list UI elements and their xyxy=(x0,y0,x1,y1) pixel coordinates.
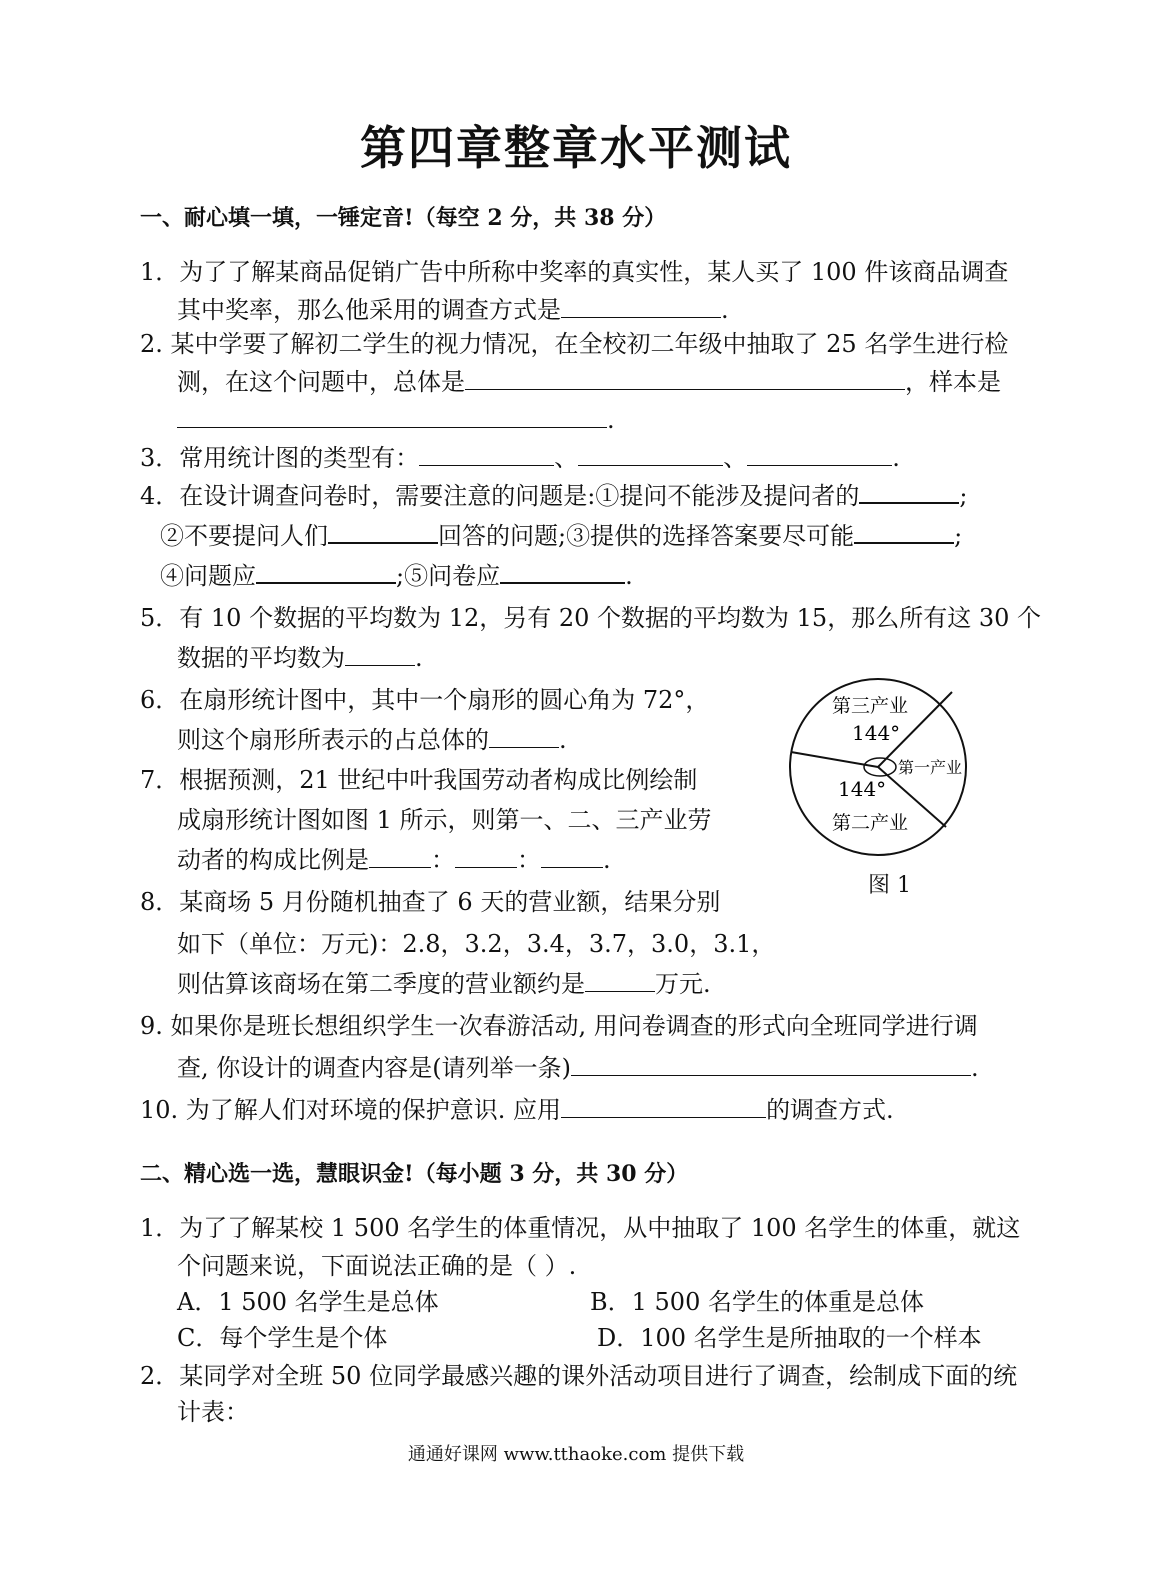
q3-blank-2[interactable] xyxy=(578,443,723,466)
q9-end: . xyxy=(970,1054,979,1082)
q8-text-a: 则估算该商场在第二季度的营业额约是 xyxy=(177,970,585,998)
q4-line1 xyxy=(140,480,967,512)
section1-heading: 一、耐心填一填，一锤定音!（每空 2 分，共 38 分） xyxy=(140,205,667,231)
q4-line2 xyxy=(160,520,962,552)
s2-q2-line1: 2．某同学对全班 50 位同学最感兴趣的课外活动项目进行了调查，绘制成下面的统 xyxy=(140,1362,1018,1390)
q7-line1: 7．根据预测，21 世纪中叶我国劳动者构成比例绘制 xyxy=(140,766,698,794)
q4-text-2a: ②不要提问人们 xyxy=(160,522,328,550)
q4-blank-2[interactable] xyxy=(328,520,438,544)
q4-text-1: 4．在设计调查问卷时，需要注意的问题是:①提问不能涉及提问者的 xyxy=(140,482,860,510)
q5-line1: 5．有 10 个数据的平均数为 12，另有 20 个数据的平均数为 15，那么所有这 30 个 xyxy=(140,604,1041,632)
q2-blank-sample[interactable] xyxy=(177,405,607,428)
q4-line3 xyxy=(160,560,633,592)
q9-text: 查, 你设计的调查内容是(请列举一条) xyxy=(177,1054,571,1082)
q9-line2 xyxy=(177,1052,979,1084)
q10-text: 10. 为了解人们对环境的保护意识. 应用 xyxy=(140,1096,562,1124)
q7-end: . xyxy=(603,846,611,874)
q10-end: 的调查方式. xyxy=(766,1096,894,1124)
page-title: 第四章整章水平测试 xyxy=(360,121,792,175)
q10-blank[interactable] xyxy=(561,1095,766,1118)
q1-line2 xyxy=(177,294,729,326)
q5-end: . xyxy=(415,644,423,672)
q3-sep-1: 、 xyxy=(554,444,579,472)
s2-q1-option-b[interactable]: B．1 500 名学生的体重是总体 xyxy=(590,1288,924,1316)
q6-line1: 6．在扇形统计图中，其中一个扇形的圆心角为 72°， xyxy=(140,686,710,714)
q4-text-2b: 回答的问题;③提供的选择答案要尽可能 xyxy=(438,522,855,550)
q4-blank-1[interactable] xyxy=(859,480,959,504)
q7-colon-1: ： xyxy=(431,846,455,874)
q4-blank-3[interactable] xyxy=(854,520,954,544)
s2-q1-option-a[interactable]: A．1 500 名学生是总体 xyxy=(177,1288,439,1316)
figure1-pie-chart xyxy=(780,672,980,862)
q6-text: 则这个扇形所表示的占总体的 xyxy=(177,726,489,754)
q2-text-b: ，样本是 xyxy=(905,368,1001,396)
q1-blank[interactable] xyxy=(561,295,721,318)
q9-line1: 9. 如果你是班长想组织学生一次春游活动, 用问卷调查的形式向全班同学进行调 xyxy=(140,1012,978,1040)
s2-q1-line1: 1．为了了解某校 1 500 名学生的体重情况，从中抽取了 100 名学生的体重，就这 xyxy=(140,1214,1021,1242)
q10-line xyxy=(140,1094,894,1126)
q4-text-3b: ;⑤问卷应 xyxy=(396,562,501,590)
q4-semi-2: ; xyxy=(954,522,963,550)
q3-blank-1[interactable] xyxy=(419,443,554,466)
q4-blank-5[interactable] xyxy=(500,560,625,584)
s2-q2-line2: 计表： xyxy=(177,1398,249,1426)
q2-end: . xyxy=(607,406,615,434)
q1-text: 其中奖率，那么他采用的调查方式是 xyxy=(177,296,561,324)
sector-angle-tertiary: 144° xyxy=(852,721,901,745)
q3-line xyxy=(140,442,900,474)
q7-blank-1[interactable] xyxy=(369,845,431,868)
s2-q1-line2: 个问题来说，下面说法正确的是（ ）. xyxy=(177,1252,577,1280)
q6-line2 xyxy=(177,724,567,756)
section2-heading: 二、精心选一选，慧眼识金!（每小题 3 分，共 30 分） xyxy=(140,1161,689,1187)
q7-line3 xyxy=(177,844,611,876)
sector-label-secondary: 第二产业 xyxy=(832,812,909,834)
q5-line2 xyxy=(177,642,423,674)
q7-blank-3[interactable] xyxy=(541,845,603,868)
q3-text: 3．常用统计图的类型有： xyxy=(140,444,420,472)
q4-blank-4[interactable] xyxy=(256,560,396,584)
q7-colon-2: ： xyxy=(517,846,541,874)
q1-end: . xyxy=(721,296,729,324)
sector-angle-secondary: 144° xyxy=(838,777,887,801)
q6-end: . xyxy=(559,726,567,754)
q7-blank-2[interactable] xyxy=(455,845,517,868)
sector-label-tertiary: 第三产业 xyxy=(832,695,909,717)
q2-line1: 2. 某中学要了解初二学生的视力情况，在全校初二年级中抽取了 25 名学生进行检 xyxy=(140,330,1009,358)
figure1-caption: 图 1 xyxy=(868,873,911,898)
q8-blank[interactable] xyxy=(585,969,655,992)
q8-text-b: 万元. xyxy=(655,970,711,998)
s2-q1-option-c[interactable]: C．每个学生是个体 xyxy=(177,1324,388,1352)
q9-blank[interactable] xyxy=(571,1053,971,1076)
s2-q1-option-d[interactable]: D．100 名学生是所抽取的一个样本 xyxy=(597,1324,982,1352)
q4-semi-1: ; xyxy=(959,482,968,510)
q1-line1: 1．为了了解某商品促销广告中所称中奖率的真实性，某人买了 100 件该商品调查 xyxy=(140,258,1009,286)
q3-blank-3[interactable] xyxy=(747,443,892,466)
q6-blank[interactable] xyxy=(489,725,559,748)
pie-angle-mark xyxy=(864,758,896,776)
q7-text: 动者的构成比例是 xyxy=(177,846,369,874)
q7-line2: 成扇形统计图如图 1 所示，则第一、二、三产业劳 xyxy=(177,806,712,834)
q3-sep-2: 、 xyxy=(723,444,748,472)
q4-end: . xyxy=(625,562,633,590)
q2-text-a: 测，在这个问题中，总体是 xyxy=(177,368,465,396)
sector-label-primary: 第一产业 xyxy=(898,758,963,777)
q8-line3 xyxy=(177,968,711,1000)
q5-blank[interactable] xyxy=(345,643,415,666)
footer-credit: 通通好课网 www.tthaoke.com 提供下载 xyxy=(407,1444,745,1465)
q4-text-3a: ④问题应 xyxy=(160,562,256,590)
q2-line3 xyxy=(177,404,615,436)
q3-end: . xyxy=(892,444,900,472)
q8-line2: 如下（单位：万元)：2.8，3.2，3.4，3.7，3.0，3.1， xyxy=(177,930,776,958)
q2-blank-population[interactable] xyxy=(465,367,905,390)
q2-line2 xyxy=(177,366,1001,398)
q8-line1: 8．某商场 5 月份随机抽查了 6 天的营业额，结果分别 xyxy=(140,888,721,916)
q5-text: 数据的平均数为 xyxy=(177,644,345,672)
